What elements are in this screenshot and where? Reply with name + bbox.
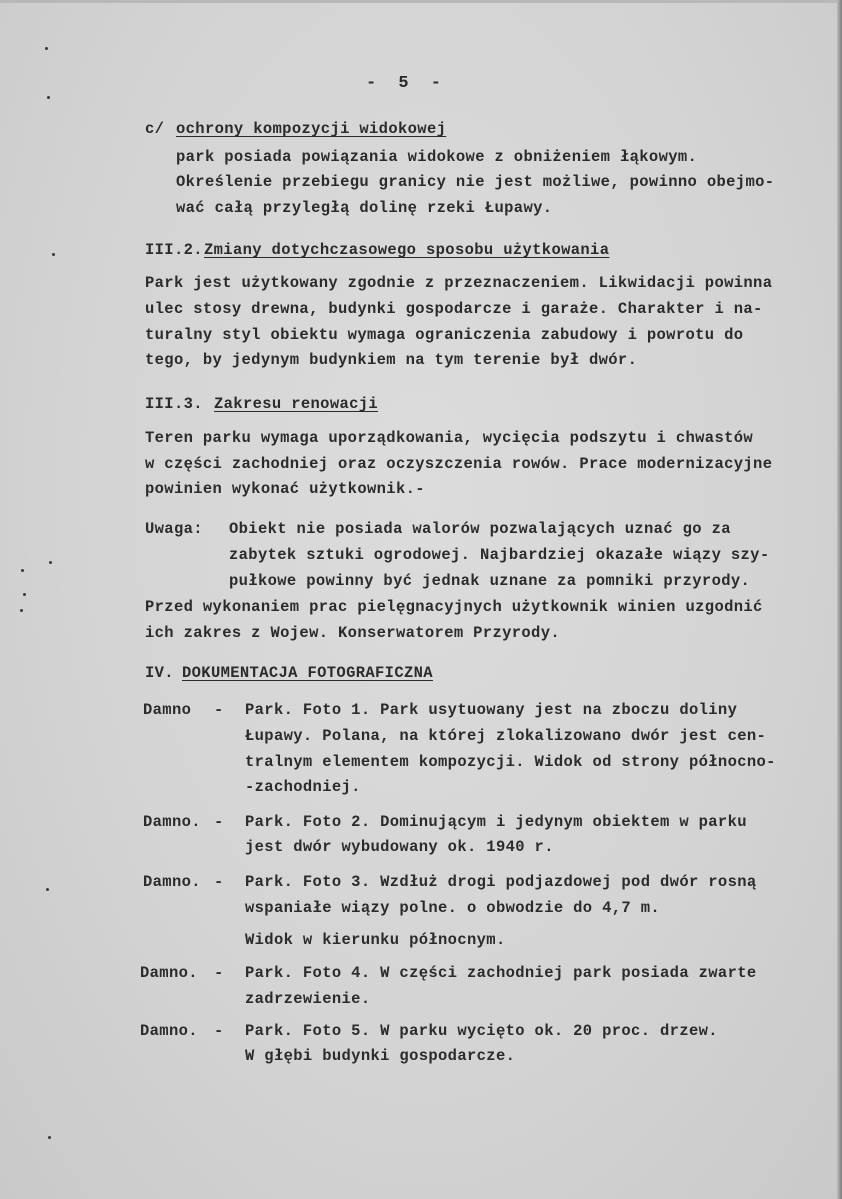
photo-entry-line: Park. Foto 3. Wzdłuż drogi podjazdowej pod dwór rosną — [245, 873, 757, 891]
section-iii3-line: powinien wykonać użytkownik.- — [145, 480, 425, 498]
section-iv-label: IV. — [145, 664, 174, 682]
section-iii3-label: III.3. — [145, 395, 203, 413]
photo-entry-dash: - — [214, 964, 224, 982]
photo-entry-dash: - — [214, 701, 224, 719]
section-c-line: wać całą przyległą dolinę rzeki Łupawy. — [176, 199, 553, 217]
photo-entry-line: Łupawy. Polana, na której zlokalizowano dwór jest cen- — [245, 727, 767, 745]
photo-entry-place: Damno. — [140, 964, 198, 982]
binder-dot — [46, 888, 49, 891]
section-c-line: Określenie przebiegu granicy nie jest możliwe, powinno obejmo- — [176, 173, 775, 191]
binder-dot — [52, 253, 55, 256]
photo-entry-line: Park. Foto 5. W parku wycięto ok. 20 proc. drzew. — [245, 1022, 718, 1040]
section-c-label: c/ — [145, 120, 165, 138]
photo-entry-line: zadrzewienie. — [245, 990, 371, 1008]
section-c-line: park posiada powiązania widokowe z obniżeniem łąkowym. — [176, 148, 698, 166]
photo-entry-line: Park. Foto 2. Dominującym i jedynym obiektem w parku — [245, 813, 747, 831]
binder-dot — [23, 593, 26, 596]
section-iii3-line: w części zachodniej oraz oczyszczenia rowów. Prace modernizacyjne — [145, 455, 773, 473]
uwaga-line: pułkowe powinny być jednak uznane za pomniki przyrody. — [229, 572, 751, 590]
section-iii2-heading: Zmiany dotychczasowego sposobu użytkowania — [204, 241, 610, 259]
binder-dot — [47, 96, 50, 99]
photo-entry-place: Damno. — [143, 813, 201, 831]
binder-dot — [48, 1136, 51, 1139]
section-iii3-heading: Zakresu renowacji — [214, 395, 379, 413]
photo-entry-line: wspaniałe wiązy polne. o obwodzie do 4,7 m. — [245, 899, 661, 917]
binder-dot — [21, 569, 24, 572]
section-iii2-line: tego, by jedynym budynkiem na tym terenie był dwór. — [145, 351, 638, 369]
section-iii2-line: turalny styl obiektu wymaga ograniczenia zabudowy i powrotu do — [145, 326, 744, 344]
uwaga-line: Obiekt nie posiada walorów pozwalających uznać go za — [229, 520, 731, 538]
photo-entry-place: Damno. — [143, 873, 201, 891]
photo-entry-line: tralnym elementem kompozycji. Widok od strony północno- — [245, 753, 776, 771]
uwaga-line: zabytek sztuki ogrodowej. Najbardziej okazałe wiązy szy- — [229, 546, 770, 564]
photo-entry-line: Park. Foto 1. Park usytuowany jest na zboczu doliny — [245, 701, 738, 719]
paper-top-edge — [0, 0, 842, 3]
photo-entry-dash: - — [214, 813, 224, 831]
paper-right-edge — [837, 0, 842, 1199]
photo-entry-line: -zachodniej. — [245, 778, 361, 796]
photo-entry-dash: - — [214, 1022, 224, 1040]
section-iv-heading: DOKUMENTACJA FOTOGRAFICZNA — [182, 664, 433, 682]
uwaga-label: Uwaga: — [145, 520, 203, 538]
binder-dot — [20, 609, 23, 612]
uwaga-line: ich zakres z Wojew. Konserwatorem Przyrody. — [145, 624, 561, 642]
uwaga-line: Przed wykonaniem prac pielęgnacyjnych użytkownik winien uzgodnić — [145, 598, 763, 616]
photo-entry-line: Park. Foto 4. W części zachodniej park posiada zwarte — [245, 964, 757, 982]
section-c-heading: ochrony kompozycji widokowej — [176, 120, 447, 138]
binder-dot — [45, 47, 48, 50]
photo-entry-line: Widok w kierunku północnym. — [245, 931, 506, 949]
binder-dot — [49, 561, 52, 564]
photo-entry-place: Damno — [143, 701, 192, 719]
photo-entry-line: jest dwór wybudowany ok. 1940 r. — [245, 838, 554, 856]
photo-entry-line: W głębi budynki gospodarcze. — [245, 1047, 516, 1065]
photo-entry-dash: - — [214, 873, 224, 891]
section-iii2-line: ulec stosy drewna, budynki gospodarcze i garaże. Charakter i na- — [145, 300, 763, 318]
section-iii2-line: Park jest użytkowany zgodnie z przeznaczeniem. Likwidacji powinna — [145, 274, 773, 292]
section-iii3-line: Teren parku wymaga uporządkowania, wycięcia podszytu i chwastów — [145, 429, 754, 447]
photo-entry-place: Damno. — [140, 1022, 198, 1040]
page-number: - 5 - — [366, 74, 448, 93]
section-iii2-label: III.2. — [145, 241, 203, 259]
